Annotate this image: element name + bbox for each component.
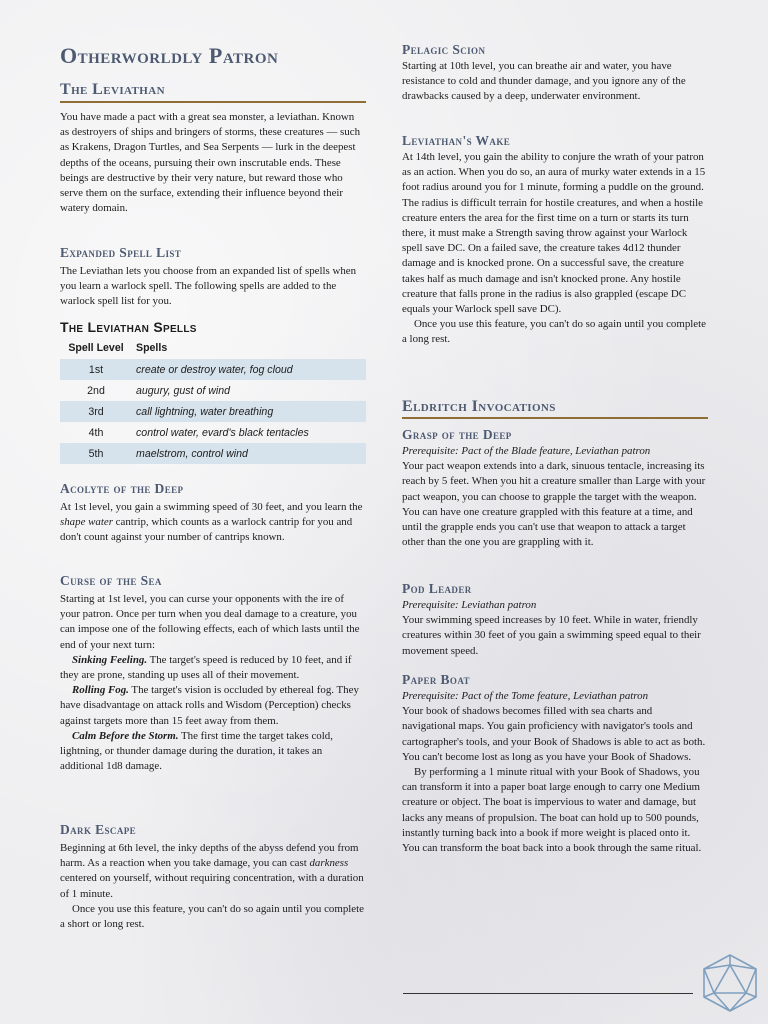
spell-table-block [60,319,366,464]
spells-cell: call lightning, water breathing [132,401,366,422]
effect-text: The first time the target takes cold, lightning, or thunder damage during the duration, it takes an additional 1d8 damage. [60,729,333,773]
spells-cell: control water, evard's black tentacles [136,426,309,439]
dark-escape-text-b: centered on yourself, without requiring concentration, with a duration of 1 minute. [60,872,364,900]
spell-table [60,339,366,464]
d20-icon [698,951,762,1015]
curse-effect [60,683,366,729]
pelagic-text: Starting at 10th level, you can breathe air and water, you have resistance to cold and thunder damage, and you ignore any of the drawbacks caused by a deep, underwater environment. [402,60,686,103]
grasp-text: Your pact weapon extends into a dark, sinuous tentacle, increasing its reach by 5 feet. When you hit a creature smaller than Large with your pact weapon, you can choose to grapple the target with the weapon. You can have one creature grappled with this feature at a time, and until the grapple ends you can't use that weapon to attack a target other than the one you are grappling with it. [402,460,706,549]
spell-table-header-row [60,339,366,359]
spells-cell: create or destroy water, fog cloud [132,359,366,380]
pod-leader-heading: Pod Leader [402,581,472,596]
paper-boat-block [402,672,708,856]
dark-escape-spell-name: darkness [309,857,349,870]
acolyte-text [60,500,366,546]
dark-escape-heading: Dark Escape [60,822,137,837]
wake-heading: Leviathan's Wake [402,133,511,148]
intro-block [60,110,366,216]
pelagic-heading: Pelagic Scion [402,42,486,57]
paper-boat-text-2: By performing a 1 minute ritual with your Book of Shadows, you can transform it into a paper boat large enough to carry one Medium creature or object. The boat is impervious to water and damage, but lacks any means of propulsion. The boat can hold up to 500 pounds, instantly turning back into a book if more weight is placed onto it. You can transform the boat back into a book through the same ritual. [402,766,702,855]
dark-escape-text-2: Once you use this feature, you can't do so again until you complete a short or long rest. [60,902,364,931]
invocations-heading: Eldritch Invocations [402,398,708,419]
spell-level-cell: 4th [88,426,104,439]
section-title-leviathan: The Leviathan [60,81,366,103]
expanded-spell-list-block [60,245,366,310]
effect-name: Rolling Fog. [72,684,129,697]
grasp-prerequisite: Prerequisite: Pact of the Blade feature, Leviathan patron [402,445,651,457]
curse-text: Starting at 1st level, you can curse your opponents with the ire of your patron. Once per turn when you deal damage to a creature, you can impose one of the following effects, each of which lasts until the end of your next turn: [60,593,360,651]
expanded-spell-list-heading: Expanded Spell List [60,245,182,260]
spell-level-cell: 5th [60,443,132,464]
page-title: Otherworldly Patron [60,43,279,68]
dark-escape-text [60,841,366,902]
curse-effect [60,729,366,775]
wake-text: At 14th level, you gain the ability to conjure the wrath of your patron as an action. When you do so, an aura of murky water extends in a 15 foot radius around you for 1 minute, forming a puddle on the ground. The radius is difficult terrain for hostile creatures, and when a hostile creature enters the area for the first time on a turn or starts its turn there, it must make a Strength saving throw against your Warlock spell save DC. On a failed save, the creature takes 4d12 thunder damage and is knocked prone. On a successful save, the creature takes half as much damage and isn't knocked prone. Any hostile creature that falls prone in the radius is also grappled (escape DC equals your Warlock spell save DC). [402,151,706,316]
spell-level-cell: 1st [60,359,132,380]
acolyte-heading: Acolyte of the Deep [60,481,184,496]
table-row [60,359,366,380]
intro-text: You have made a pact with a great sea monster, a leviathan. Known as destroyers of ships and bringers of storms, these creatures — such as Krakens, Dragon Turtles, and Sea Serpents — lurk in the deepest depths of the oceans, pursuing their own inscrutable ends. These beings are destructive by their very nature, but reward those who serve them on the surface, extending their influence beyond their watery domain. [60,111,361,215]
effect-text: The target's vision is occluded by ethereal fog. They have disadvantage on attack rolls and Wisdom (Perception) checks against targets more than 15 feet away from them. [60,684,359,727]
curse-block [60,573,366,774]
spells-cell: maelstrom, control wind [132,443,366,464]
acolyte-block [60,481,366,546]
effect-name: Sinking Feeling. [72,653,148,666]
footer-rule [403,993,693,994]
curse-effect [60,653,366,683]
grasp-block [402,427,708,550]
wake-block [402,133,708,348]
acolyte-text-a: At 1st level, you gain a swimming speed of 30 feet, and you learn the [60,501,363,513]
expanded-spell-list-text: The Leviathan lets you choose from an expanded list of spells when you learn a warlock spell. The following spells are added to the warlock spell list for you. [60,265,357,308]
effect-name: Calm Before the Storm. [72,729,179,742]
column-header-spells: Spells [136,342,168,354]
dark-escape-block [60,822,366,932]
spell-table-title: The Leviathan Spells [60,319,197,335]
invocations-block [402,398,708,419]
pelagic-block [402,42,708,105]
column-header-spell-level: Spell Level [68,342,124,354]
pod-leader-block [402,581,708,659]
table-row [60,380,366,401]
pod-leader-text: Your swimming speed increases by 10 feet. While in water, friendly creatures within 30 feet of you gain a swimming speed equal to their movement speed. [402,614,701,657]
spell-level-cell: 3rd [60,401,132,422]
table-row [60,401,366,422]
curse-heading: Curse of the Sea [60,573,162,588]
wake-text-2: Once you use this feature, you can't do so again until you complete a long rest. [402,318,706,346]
table-row [60,443,366,464]
grasp-heading: Grasp of the Deep [402,427,512,442]
spell-level-cell: 2nd [87,384,105,397]
paper-boat-text: Your book of shadows becomes filled with sea charts and navigational maps. You gain proficiency with navigator's tools and cartographer's tools, and your Book of Shadows is able to act as both. You can't become lost as long as you have your Book of Shadows. [402,705,706,763]
dark-escape-text-a: Beginning at 6th level, the inky depths of the abyss defend you from harm. As a reaction when you take damage, you can cast [60,842,359,870]
acolyte-text-b: cantrip, which counts as a warlock cantrip for you and don't count against your number of cantrips known. [60,516,353,544]
effect-text: The target's speed is reduced by 10 feet, and if they are prone, standing up uses all of their movement. [60,653,352,682]
spells-cell: augury, gust of wind [136,384,231,397]
paper-boat-heading: Paper Boat [402,672,470,687]
paper-boat-prerequisite: Prerequisite: Pact of the Tome feature, Leviathan patron [402,690,649,702]
table-row [60,422,366,443]
pod-leader-prerequisite: Prerequisite: Leviathan patron [402,599,537,611]
acolyte-cantrip-name: shape water [60,516,113,529]
